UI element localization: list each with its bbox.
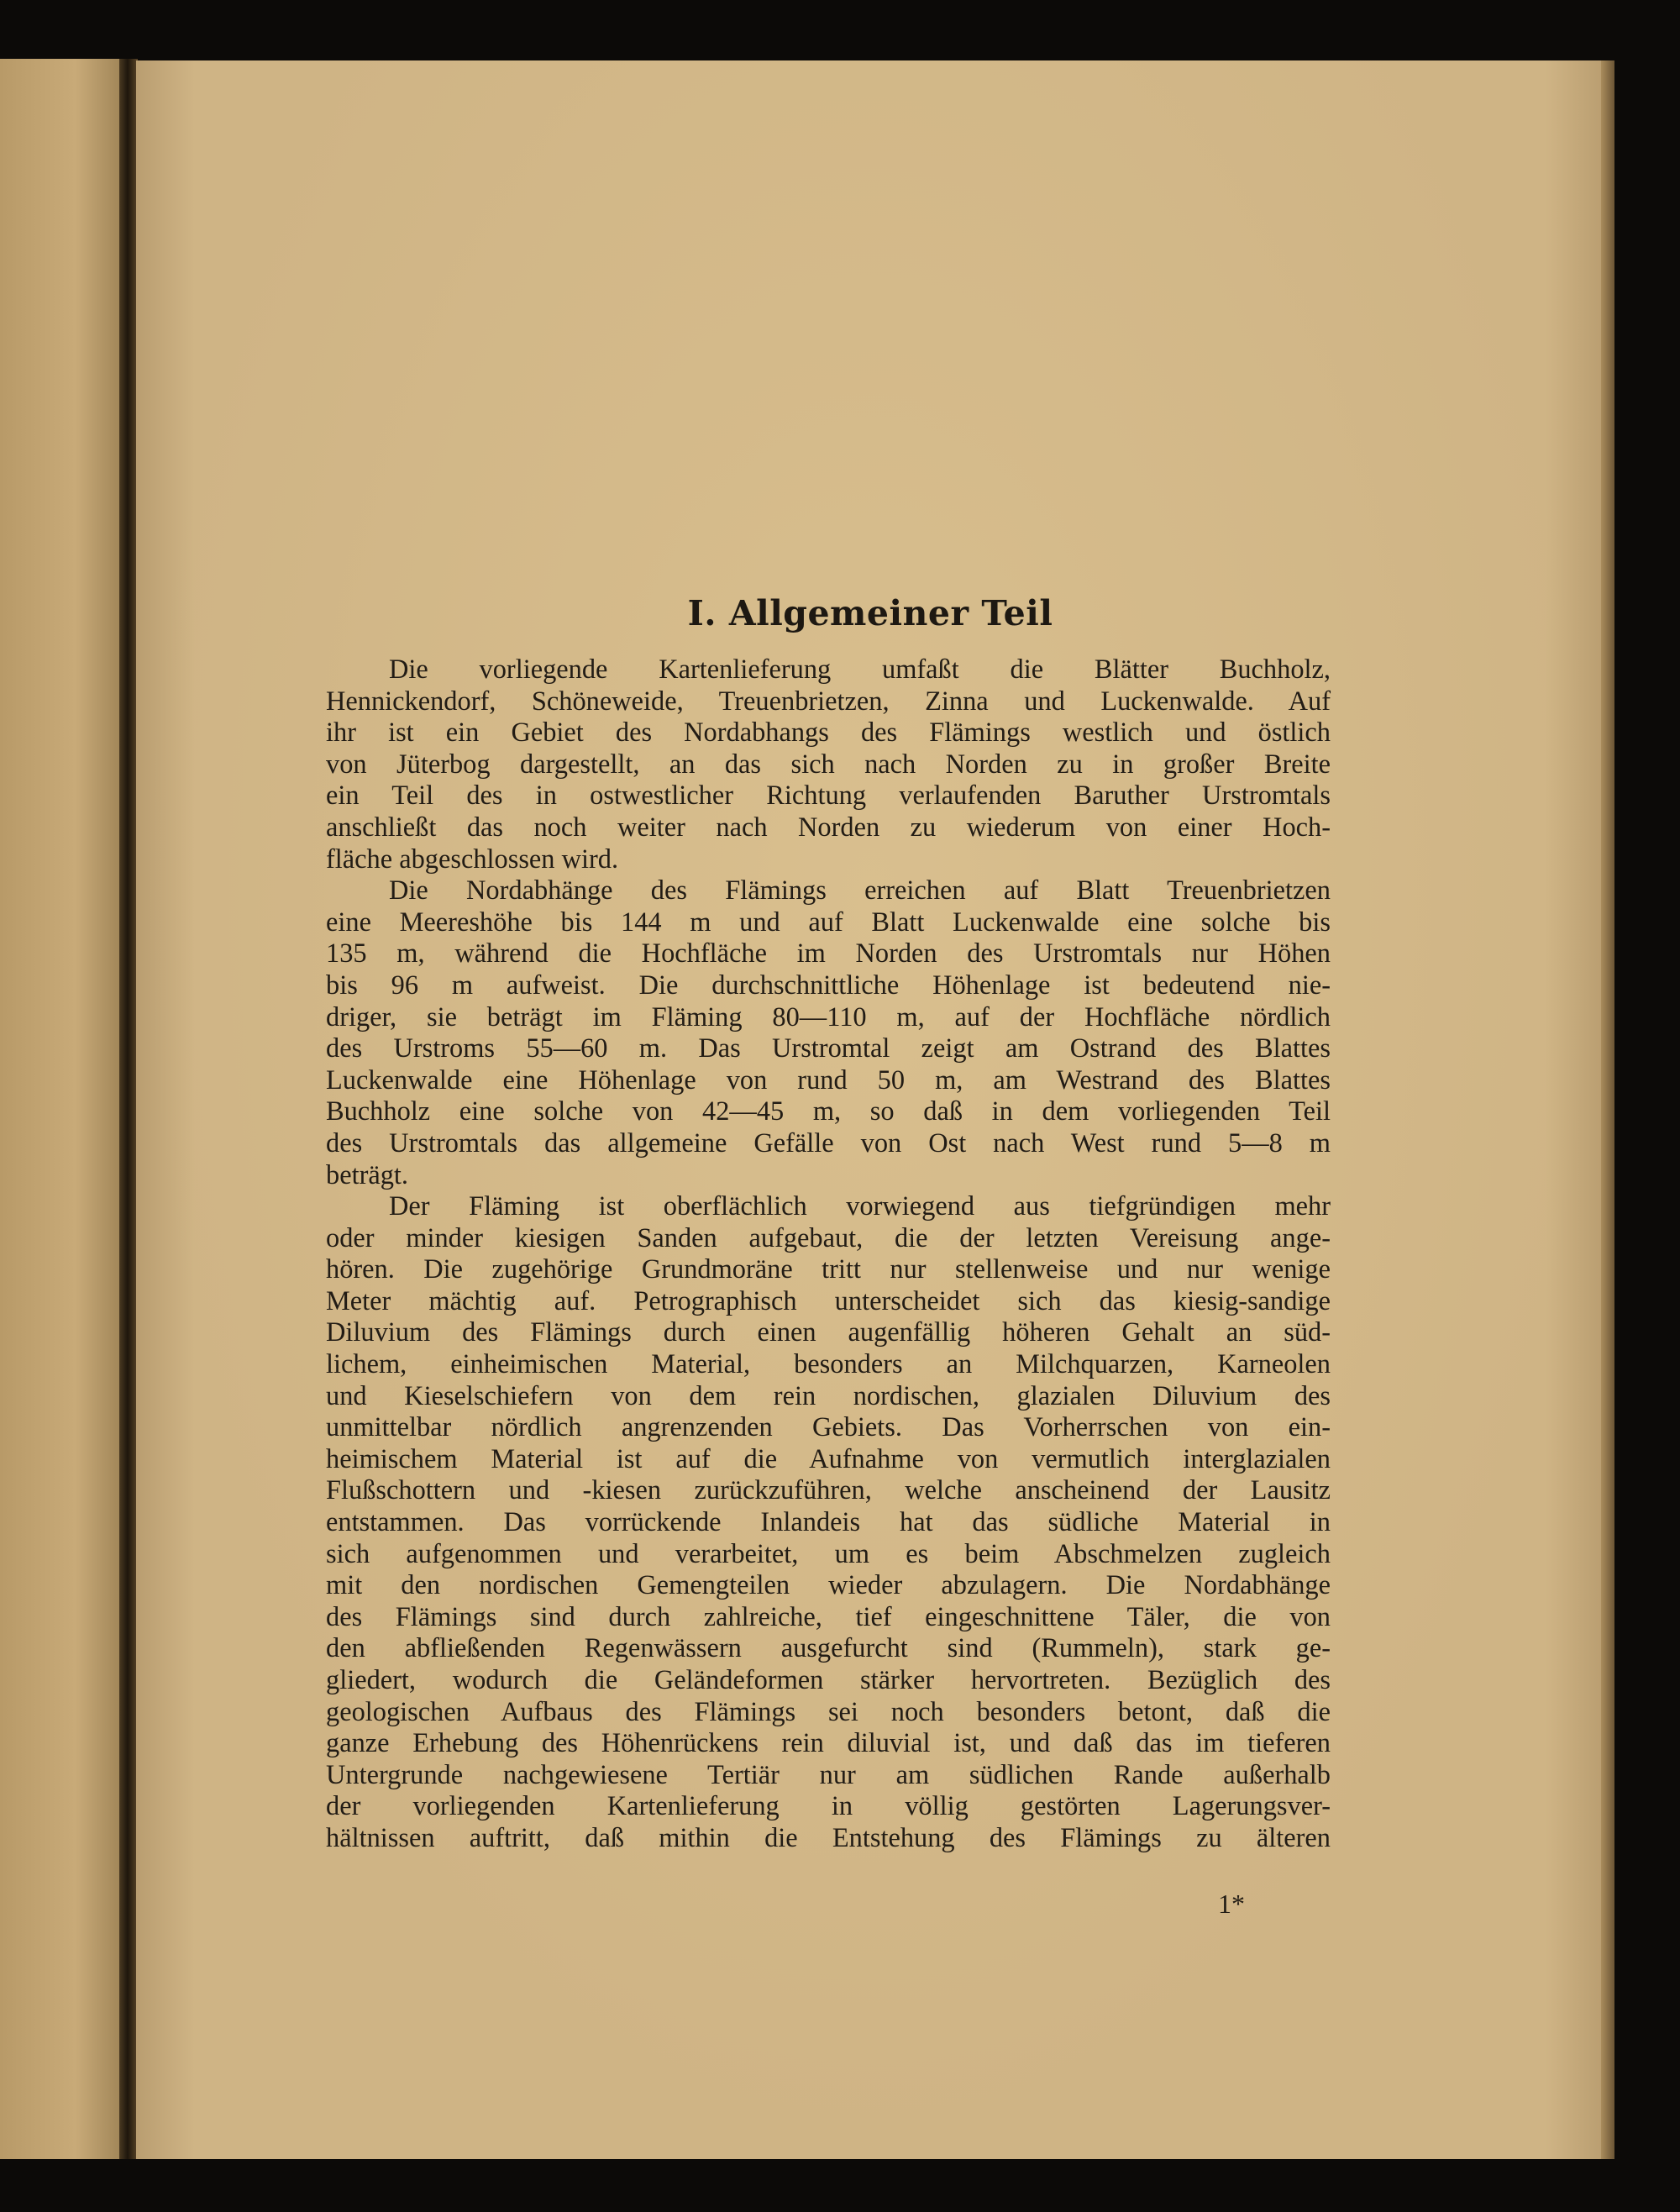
- text-line: oder minder kiesigen Sanden aufgebaut, die der letzten Vereisung ange-: [326, 1222, 1331, 1253]
- text-line: des Urstroms 55—60 m. Das Urstromtal zeigt am Ostrand des Blattes: [326, 1033, 1331, 1064]
- text-line: ein Teil des in ostwestlicher Richtung verlaufenden Baruther Urstromtals: [326, 780, 1331, 812]
- text-line: bis 96 m aufweist. Die durchschnittliche Höhenlage ist bedeutend nie-: [326, 969, 1331, 1001]
- text-line: des Flämings sind durch zahlreiche, tief eingeschnittene Täler, die von: [326, 1601, 1331, 1632]
- text-line: 135 m, während die Hochfläche im Norden des Urstromtals nur Höhen: [326, 938, 1331, 969]
- text-line: des Urstromtals das allgemeine Gefälle von Ost nach West rund 5—8 m: [326, 1127, 1331, 1159]
- text-line: hältnissen auftritt, daß mithin die Entstehung des Flämings zu älteren: [326, 1822, 1331, 1853]
- text-line: anschließt das noch weiter nach Norden zu wiederum von einer Hoch-: [326, 812, 1331, 843]
- text-line: Flußschottern und -kiesen zurückzuführen, welche anscheinend der Lausitz: [326, 1475, 1331, 1506]
- text-line: der vorliegenden Kartenlieferung in völlig gestörten Lagerungsver-: [326, 1791, 1331, 1822]
- text-line: sich aufgenommen und verarbeitet, um es beim Abschmelzen zugleich: [326, 1538, 1331, 1569]
- book-spine: [119, 59, 138, 2159]
- text-line: und Kieselschiefern von dem rein nordischen, glazialen Diluvium des: [326, 1380, 1331, 1411]
- facing-page-edge: [0, 59, 126, 2159]
- text-line: Der Fläming ist oberflächlich vorwiegend aus tiefgründigen mehr: [389, 1191, 1331, 1222]
- text-line: ganze Erhebung des Höhenrückens rein diluvial ist, und daß das im tieferen: [326, 1728, 1331, 1759]
- text-line: hören. Die zugehörige Grundmoräne tritt nur stellenweise und nur wenige: [326, 1254, 1331, 1285]
- text-line: eine Meereshöhe bis 144 m und auf Blatt Luckenwalde eine solche bis: [326, 906, 1331, 938]
- text-line: entstammen. Das vorrückende Inlandeis hat das südliche Material in: [326, 1507, 1331, 1538]
- text-line: Diluvium des Flämings durch einen augenfällig höheren Gehalt an süd-: [326, 1317, 1331, 1348]
- text-line: den abfließenden Regenwässern ausgefurcht sind (Rummeln), stark ge-: [326, 1633, 1331, 1664]
- text-line: geologischen Aufbaus des Flämings sei noch besonders betont, daß die: [326, 1696, 1331, 1727]
- text-line: Die Nordabhänge des Flämings erreichen auf Blatt Treuenbrietzen: [389, 875, 1331, 906]
- text-line: beträgt.: [326, 1159, 409, 1190]
- text-line: Hennickendorf, Schöneweide, Treuenbrietzen, Zinna und Luckenwalde. Auf: [326, 686, 1331, 717]
- text-line: unmittelbar nördlich angrenzenden Gebiets. Das Vorherrschen von ein-: [326, 1412, 1331, 1443]
- text-line: Buchholz eine solche von 42—45 m, so daß in dem vorliegenden Teil: [326, 1096, 1331, 1127]
- text-line: driger, sie beträgt im Fläming 80—110 m, auf der Hochfläche nördlich: [326, 1001, 1331, 1032]
- text-line: von Jüterbog dargestellt, an das sich nach Norden zu in großer Breite: [326, 749, 1331, 780]
- text-line: ihr ist ein Gebiet des Nordabhangs des Flämings westlich und östlich: [326, 717, 1331, 749]
- text-line: gliedert, wodurch die Geländeformen stärker hervortreten. Bezüglich des: [326, 1665, 1331, 1695]
- text-line: mit den nordischen Gemengteilen wieder abzulagern. Die Nordabhänge: [326, 1570, 1331, 1601]
- signature-mark: 1*: [1218, 1889, 1245, 1919]
- body-text: [326, 654, 1331, 1855]
- text-line: heimischem Material ist auf die Aufnahme von vermutlich interglazialen: [326, 1443, 1331, 1474]
- text-line: lichem, einheimischen Material, besonders an Milchquarzen, Karneolen: [326, 1349, 1331, 1380]
- text-line: Meter mächtig auf. Petrographisch unterscheidet sich das kiesig-sandige: [326, 1285, 1331, 1316]
- section-heading: I. Allgemeiner Teil: [687, 593, 1053, 633]
- text-line: fläche abgeschlossen wird.: [326, 843, 619, 875]
- page-fore-edge: [1601, 60, 1614, 2159]
- text-line: Die vorliegende Kartenlieferung umfaßt die Blätter Buchholz,: [389, 654, 1331, 685]
- text-line: Luckenwalde eine Höhenlage von rund 50 m, am Westrand des Blattes: [326, 1064, 1331, 1095]
- text-line: Untergrunde nachgewiesene Tertiär nur am südlichen Rande außerhalb: [326, 1759, 1331, 1790]
